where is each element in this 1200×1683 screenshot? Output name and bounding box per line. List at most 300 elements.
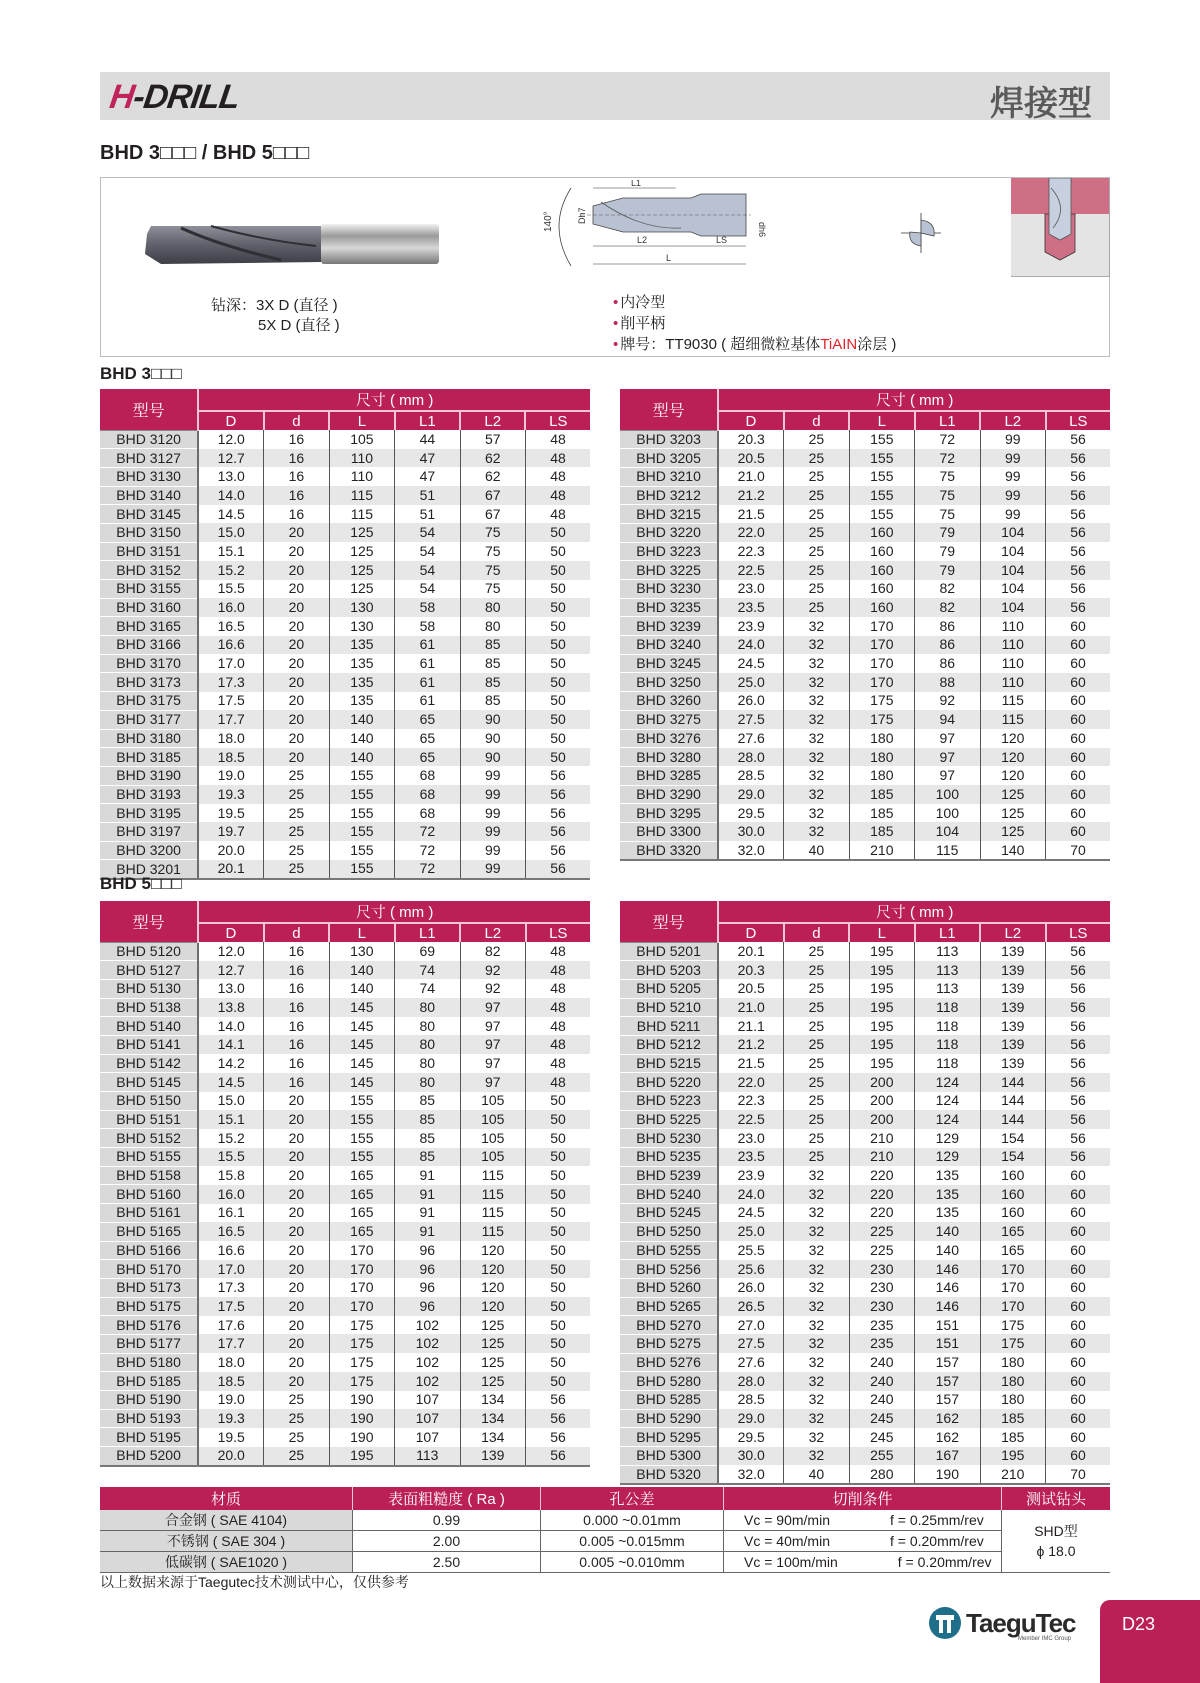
value-cell: 16 bbox=[264, 430, 329, 449]
value-cell: 151 bbox=[915, 1316, 980, 1335]
value-cell: 160 bbox=[849, 523, 914, 542]
value-cell: 32 bbox=[784, 1278, 849, 1297]
value-cell: 72 bbox=[915, 430, 980, 449]
value-cell: 139 bbox=[460, 1447, 525, 1466]
table-row bbox=[620, 1092, 1110, 1111]
value-cell: 32 bbox=[784, 673, 849, 692]
value-cell: 92 bbox=[460, 979, 525, 998]
value-cell: 220 bbox=[849, 1166, 914, 1185]
value-cell: 40 bbox=[784, 1465, 849, 1484]
table-row bbox=[100, 673, 590, 692]
value-cell: 20 bbox=[264, 1334, 329, 1353]
value-cell: 32 bbox=[784, 1204, 849, 1223]
tolerance: 0.000 ~0.01mm bbox=[541, 1510, 724, 1531]
value-cell: 72 bbox=[395, 841, 460, 860]
value-cell: 25.6 bbox=[718, 1260, 784, 1279]
model-cell: BHD 3185 bbox=[100, 748, 198, 767]
value-cell: 135 bbox=[329, 673, 395, 692]
table-row bbox=[100, 979, 590, 998]
value-cell: 23.5 bbox=[718, 1148, 784, 1167]
value-cell: 15.2 bbox=[198, 561, 264, 580]
value-cell: 118 bbox=[915, 1017, 980, 1036]
value-cell: 32 bbox=[784, 1297, 849, 1316]
model-cell: BHD 3200 bbox=[100, 841, 198, 860]
model-cell: BHD 5180 bbox=[100, 1353, 198, 1372]
table-row bbox=[100, 523, 590, 542]
value-cell: 56 bbox=[1070, 1054, 1086, 1071]
value-cell: 56 bbox=[526, 1409, 590, 1428]
value-cell: 60 bbox=[1070, 617, 1086, 634]
value-cell: 50 bbox=[526, 1185, 590, 1204]
model-cell: BHD 3152 bbox=[100, 561, 198, 580]
value-cell: 58 bbox=[395, 617, 460, 636]
model-cell: BHD 5212 bbox=[620, 1035, 718, 1054]
value-cell: 48 bbox=[550, 505, 566, 522]
value-cell: 16 bbox=[264, 998, 329, 1017]
model-cell: BHD 5170 bbox=[100, 1260, 198, 1279]
value-cell: 86 bbox=[915, 617, 980, 636]
value-cell: 175 bbox=[980, 1316, 1045, 1335]
table-row bbox=[100, 1166, 590, 1185]
value-cell: 20 bbox=[264, 542, 329, 561]
value-cell: 80 bbox=[395, 1073, 460, 1092]
model-cell: BHD 3140 bbox=[100, 486, 198, 505]
table-row bbox=[100, 1278, 590, 1297]
table-row bbox=[100, 1241, 590, 1260]
table-row bbox=[100, 654, 590, 673]
model-cell: BHD 5158 bbox=[100, 1166, 198, 1185]
value-cell: 80 bbox=[395, 1035, 460, 1054]
value-cell: 24.5 bbox=[718, 654, 784, 673]
value-cell: 102 bbox=[395, 1353, 460, 1372]
value-cell: 75 bbox=[915, 486, 980, 505]
model-cell: BHD 5255 bbox=[620, 1241, 718, 1260]
value-cell: 30.0 bbox=[718, 822, 784, 841]
value-cell: 56 bbox=[1070, 1017, 1086, 1034]
table-row bbox=[100, 766, 590, 785]
value-cell: 29.5 bbox=[718, 804, 784, 823]
brand-name: TaeguTec bbox=[966, 1607, 1076, 1638]
taegutec-emblem-icon bbox=[928, 1606, 962, 1640]
value-cell: 99 bbox=[980, 505, 1045, 524]
value-cell: 62 bbox=[460, 467, 525, 486]
model-cell: BHD 3212 bbox=[620, 486, 718, 505]
condition-row bbox=[100, 1531, 1110, 1552]
value-cell: 32 bbox=[784, 1391, 849, 1410]
model-cell: BHD 3193 bbox=[100, 785, 198, 804]
value-cell: 20 bbox=[264, 1353, 329, 1372]
value-cell: 32 bbox=[784, 1372, 849, 1391]
value-cell: 180 bbox=[980, 1391, 1045, 1410]
value-cell: 50 bbox=[526, 1372, 590, 1391]
value-cell: 14.1 bbox=[198, 1035, 264, 1054]
value-cell: 60 bbox=[1070, 692, 1086, 709]
header-l: L bbox=[849, 923, 914, 942]
value-cell: 245 bbox=[849, 1428, 914, 1447]
value-cell: 50 bbox=[525, 523, 590, 542]
value-cell: 16 bbox=[264, 1054, 329, 1073]
header-l2: L2 bbox=[980, 923, 1045, 942]
value-cell: 139 bbox=[980, 1054, 1045, 1073]
value-cell: 195 bbox=[849, 998, 914, 1017]
value-cell: 25 bbox=[784, 1148, 849, 1167]
header-d: D bbox=[198, 923, 264, 942]
value-cell: 47 bbox=[395, 467, 460, 486]
value-cell: 162 bbox=[915, 1409, 980, 1428]
header-material: 材质 bbox=[100, 1487, 353, 1510]
table-row bbox=[100, 1391, 590, 1410]
value-cell: 118 bbox=[915, 1035, 980, 1054]
table-row bbox=[100, 841, 590, 860]
value-cell: 99 bbox=[980, 449, 1045, 468]
value-cell: 120 bbox=[460, 1260, 525, 1279]
model-cell: BHD 5177 bbox=[100, 1334, 198, 1353]
table-row bbox=[620, 542, 1110, 561]
value-cell: 99 bbox=[980, 430, 1045, 449]
value-cell: 51 bbox=[395, 505, 460, 524]
value-cell: 195 bbox=[849, 961, 914, 980]
value-cell: 190 bbox=[329, 1428, 394, 1447]
value-cell: 125 bbox=[329, 580, 395, 599]
value-cell: 104 bbox=[980, 580, 1045, 599]
table-row bbox=[100, 1204, 590, 1223]
value-cell: 72 bbox=[395, 822, 460, 841]
value-cell: 135 bbox=[329, 636, 395, 655]
model-cell: BHD 3150 bbox=[100, 523, 198, 542]
value-cell: 22.0 bbox=[718, 1073, 784, 1092]
model-cell: BHD 5210 bbox=[620, 998, 718, 1017]
value-cell: 125 bbox=[329, 561, 395, 580]
header-l: L bbox=[329, 411, 395, 430]
table-row bbox=[620, 561, 1110, 580]
value-cell: 60 bbox=[1046, 673, 1110, 692]
value-cell: 14.0 bbox=[198, 1017, 264, 1036]
value-cell: 104 bbox=[980, 523, 1045, 542]
value-cell: 100 bbox=[915, 785, 980, 804]
value-cell: 102 bbox=[395, 1334, 460, 1353]
value-cell: 175 bbox=[980, 1334, 1045, 1353]
value-cell: 26.0 bbox=[718, 1278, 784, 1297]
value-cell: 96 bbox=[395, 1260, 460, 1279]
value-cell: 255 bbox=[849, 1447, 914, 1466]
value-cell: 99 bbox=[460, 860, 525, 879]
value-cell: 50 bbox=[525, 636, 590, 655]
value-cell: 21.0 bbox=[718, 998, 784, 1017]
value-cell: 32 bbox=[784, 1428, 849, 1447]
table-row bbox=[100, 598, 590, 617]
value-cell: 27.6 bbox=[718, 729, 784, 748]
drill-photo-icon bbox=[141, 216, 446, 268]
value-cell: 50 bbox=[525, 561, 590, 580]
table-row bbox=[620, 654, 1110, 673]
section-type: 焊接型 bbox=[990, 84, 1092, 124]
value-cell: 140 bbox=[329, 710, 395, 729]
value-cell: 16 bbox=[264, 505, 329, 524]
value-cell: 155 bbox=[329, 841, 395, 860]
value-cell: 180 bbox=[980, 1372, 1045, 1391]
value-cell: 80 bbox=[395, 1054, 460, 1073]
value-cell: 61 bbox=[395, 654, 460, 673]
value-cell: 155 bbox=[329, 766, 395, 785]
model-cell: BHD 3165 bbox=[100, 617, 198, 636]
value-cell: 56 bbox=[1070, 980, 1086, 997]
table-row bbox=[620, 486, 1110, 505]
table-row bbox=[100, 636, 590, 655]
value-cell: 14.0 bbox=[198, 486, 264, 505]
value-cell: 25.5 bbox=[718, 1241, 784, 1260]
value-cell: 22.5 bbox=[718, 561, 784, 580]
value-cell: 115 bbox=[329, 486, 395, 505]
value-cell: 26.5 bbox=[718, 1297, 784, 1316]
table-row bbox=[620, 1465, 1110, 1484]
value-cell: 20 bbox=[264, 1166, 329, 1185]
value-cell: 180 bbox=[849, 748, 914, 767]
value-cell: 125 bbox=[329, 542, 395, 561]
value-cell: 135 bbox=[915, 1204, 980, 1223]
table-row bbox=[620, 1316, 1110, 1335]
value-cell: 21.1 bbox=[718, 1017, 784, 1036]
value-cell: 56 bbox=[1046, 1148, 1110, 1167]
table-row bbox=[620, 673, 1110, 692]
value-cell: 134 bbox=[460, 1409, 525, 1428]
value-cell: 32 bbox=[784, 1166, 849, 1185]
value-cell: 230 bbox=[849, 1278, 914, 1297]
value-cell: 210 bbox=[980, 1465, 1045, 1484]
table-row bbox=[100, 1073, 590, 1092]
table-row bbox=[620, 1110, 1110, 1129]
value-cell: 220 bbox=[849, 1204, 914, 1223]
drill-depth bbox=[211, 296, 340, 336]
model-cell: BHD 3145 bbox=[100, 505, 198, 524]
value-cell: 160 bbox=[980, 1204, 1045, 1223]
logo-h: H bbox=[107, 78, 137, 116]
value-cell: 20 bbox=[264, 1372, 329, 1391]
value-cell: 29.5 bbox=[718, 1428, 784, 1447]
value-cell: 16.1 bbox=[198, 1204, 264, 1223]
value-cell: 91 bbox=[395, 1204, 460, 1223]
model-cell: BHD 3180 bbox=[100, 729, 198, 748]
value-cell: 25 bbox=[784, 523, 849, 542]
value-cell: 79 bbox=[915, 561, 980, 580]
dimension-diagram-icon bbox=[541, 180, 851, 290]
model-cell: BHD 3155 bbox=[100, 580, 198, 599]
model-cell: BHD 3190 bbox=[100, 766, 198, 785]
table-row bbox=[100, 748, 590, 767]
value-cell: 23.0 bbox=[718, 1129, 784, 1148]
value-cell: 90 bbox=[460, 748, 525, 767]
bhd5-table-left bbox=[100, 901, 590, 1467]
model-cell: BHD 5120 bbox=[100, 942, 198, 961]
value-cell: 102 bbox=[395, 1372, 460, 1391]
value-cell: 96 bbox=[395, 1278, 460, 1297]
value-cell: 17.5 bbox=[198, 692, 264, 711]
value-cell: 92 bbox=[460, 961, 525, 980]
model-cell: BHD 3160 bbox=[100, 598, 198, 617]
table-row bbox=[100, 1428, 590, 1447]
value-cell: 65 bbox=[395, 748, 460, 767]
value-cell: 195 bbox=[849, 1054, 914, 1073]
value-cell: 155 bbox=[329, 1092, 394, 1111]
header-ls: LS bbox=[1046, 923, 1110, 942]
value-cell: 16 bbox=[264, 1035, 329, 1054]
value-cell: 22.3 bbox=[718, 542, 784, 561]
value-cell: 170 bbox=[849, 617, 914, 636]
model-cell: BHD 5205 bbox=[620, 979, 718, 998]
model-cell: BHD 3290 bbox=[620, 785, 718, 804]
value-cell: 60 bbox=[1070, 1353, 1086, 1370]
value-cell: 82 bbox=[915, 580, 980, 599]
value-cell: 125 bbox=[460, 1372, 525, 1391]
value-cell: 97 bbox=[460, 1035, 525, 1054]
value-cell: 79 bbox=[915, 542, 980, 561]
value-cell: 235 bbox=[849, 1316, 914, 1335]
value-cell: 32 bbox=[784, 729, 849, 748]
value-cell: 25 bbox=[784, 961, 849, 980]
table-row bbox=[100, 1334, 590, 1353]
value-cell: 56 bbox=[1070, 505, 1086, 522]
feature-list bbox=[613, 292, 896, 355]
value-cell: 16.0 bbox=[198, 1185, 264, 1204]
value-cell: 32 bbox=[784, 1260, 849, 1279]
table-row bbox=[620, 1073, 1110, 1092]
value-cell: 32 bbox=[784, 1185, 849, 1204]
value-cell: 97 bbox=[460, 1054, 525, 1073]
value-cell: 155 bbox=[329, 1129, 394, 1148]
value-cell: 32 bbox=[784, 654, 849, 673]
model-cell: BHD 3205 bbox=[620, 449, 718, 468]
value-cell: 25 bbox=[784, 1054, 849, 1073]
value-cell: 16 bbox=[264, 942, 329, 961]
value-cell: 97 bbox=[460, 1017, 525, 1036]
value-cell: 32 bbox=[784, 710, 849, 729]
value-cell: 67 bbox=[460, 505, 525, 524]
value-cell: 75 bbox=[460, 523, 525, 542]
table-row bbox=[620, 822, 1110, 841]
value-cell: 155 bbox=[849, 430, 914, 449]
value-cell: 120 bbox=[460, 1297, 525, 1316]
value-cell: 30.0 bbox=[718, 1447, 784, 1466]
table-row bbox=[100, 1129, 590, 1148]
value-cell: 15.0 bbox=[198, 523, 264, 542]
h-drill-logo bbox=[107, 78, 241, 117]
value-cell: 22.3 bbox=[718, 1092, 784, 1111]
model-cell: BHD 3295 bbox=[620, 804, 718, 823]
value-cell: 50 bbox=[550, 542, 566, 559]
table-row bbox=[100, 542, 590, 561]
table-row bbox=[100, 942, 590, 961]
value-cell: 32.0 bbox=[718, 841, 784, 860]
value-cell: 50 bbox=[550, 617, 566, 634]
value-cell: 155 bbox=[329, 1110, 394, 1129]
value-cell: 20.5 bbox=[718, 449, 784, 468]
model-cell: BHD 3250 bbox=[620, 673, 718, 692]
value-cell: 13.8 bbox=[198, 998, 264, 1017]
value-cell: 74 bbox=[395, 961, 460, 980]
value-cell: 28.0 bbox=[718, 1372, 784, 1391]
value-cell: 120 bbox=[980, 766, 1045, 785]
table-row bbox=[620, 1054, 1110, 1073]
value-cell: 105 bbox=[460, 1148, 525, 1167]
value-cell: 56 bbox=[1046, 598, 1110, 617]
value-cell: 20 bbox=[264, 1278, 329, 1297]
value-cell: 22.0 bbox=[718, 523, 784, 542]
value-cell: 50 bbox=[550, 1279, 566, 1296]
page-title: BHD 3□□□ / BHD 5□□□ bbox=[100, 142, 310, 164]
value-cell: 155 bbox=[849, 486, 914, 505]
value-cell: 50 bbox=[550, 1241, 566, 1258]
header-d: d bbox=[264, 923, 329, 942]
value-cell: 170 bbox=[980, 1260, 1045, 1279]
value-cell: 20.5 bbox=[718, 979, 784, 998]
model-cell: BHD 5165 bbox=[100, 1222, 198, 1241]
model-cell: BHD 5260 bbox=[620, 1278, 718, 1297]
product-overview bbox=[100, 177, 1110, 357]
value-cell: 13.0 bbox=[198, 467, 264, 486]
cutting-params: Vc = 40m/min f = 0.20mm/rev bbox=[724, 1531, 1002, 1552]
value-cell: 16 bbox=[264, 1017, 329, 1036]
value-cell: 90 bbox=[460, 710, 525, 729]
value-cell: 50 bbox=[525, 598, 590, 617]
table-row bbox=[620, 1035, 1110, 1054]
value-cell: 18.0 bbox=[198, 729, 264, 748]
value-cell: 82 bbox=[915, 598, 980, 617]
value-cell: 140 bbox=[980, 841, 1045, 860]
value-cell: 75 bbox=[460, 542, 525, 561]
value-cell: 48 bbox=[550, 980, 566, 997]
value-cell: 20 bbox=[264, 1297, 329, 1316]
value-cell: 48 bbox=[526, 998, 590, 1017]
model-cell: BHD 5145 bbox=[100, 1073, 198, 1092]
model-cell: BHD 5295 bbox=[620, 1428, 718, 1447]
value-cell: 32 bbox=[784, 1316, 849, 1335]
table-row bbox=[620, 1278, 1110, 1297]
value-cell: 60 bbox=[1070, 729, 1086, 746]
model-cell: BHD 5185 bbox=[100, 1372, 198, 1391]
value-cell: 32.0 bbox=[718, 1465, 784, 1484]
model-cell: BHD 5285 bbox=[620, 1391, 718, 1410]
value-cell: 50 bbox=[526, 1260, 590, 1279]
value-cell: 85 bbox=[460, 654, 525, 673]
value-cell: 92 bbox=[915, 692, 980, 711]
table-row bbox=[100, 1409, 590, 1428]
value-cell: 16.5 bbox=[198, 617, 264, 636]
header-l: L bbox=[849, 411, 914, 430]
value-cell: 54 bbox=[395, 523, 460, 542]
value-cell: 145 bbox=[329, 1073, 394, 1092]
model-cell: BHD 5127 bbox=[100, 961, 198, 980]
feature-grade: • 牌号：TT9030 ( 超细微粒基体TiAIN涂层 ) bbox=[613, 336, 897, 353]
header-ls: LS bbox=[1046, 411, 1110, 430]
model-cell: BHD 3220 bbox=[620, 523, 718, 542]
value-cell: 20 bbox=[264, 654, 329, 673]
table-row bbox=[620, 692, 1110, 711]
roughness: 0.99 bbox=[353, 1510, 541, 1531]
value-cell: 25 bbox=[264, 1409, 329, 1428]
material: 不锈钢 ( SAE 304 ) bbox=[100, 1531, 353, 1552]
value-cell: 175 bbox=[329, 1316, 394, 1335]
value-cell: 25 bbox=[784, 1092, 849, 1111]
value-cell: 175 bbox=[329, 1353, 394, 1372]
value-cell: 32 bbox=[784, 1241, 849, 1260]
value-cell: 170 bbox=[329, 1278, 394, 1297]
value-cell: 25.0 bbox=[718, 1222, 784, 1241]
table-row bbox=[100, 1054, 590, 1073]
value-cell: 28.5 bbox=[718, 1391, 784, 1410]
value-cell: 50 bbox=[550, 1129, 566, 1146]
value-cell: 50 bbox=[526, 1110, 590, 1129]
value-cell: 61 bbox=[395, 673, 460, 692]
value-cell: 170 bbox=[329, 1297, 394, 1316]
